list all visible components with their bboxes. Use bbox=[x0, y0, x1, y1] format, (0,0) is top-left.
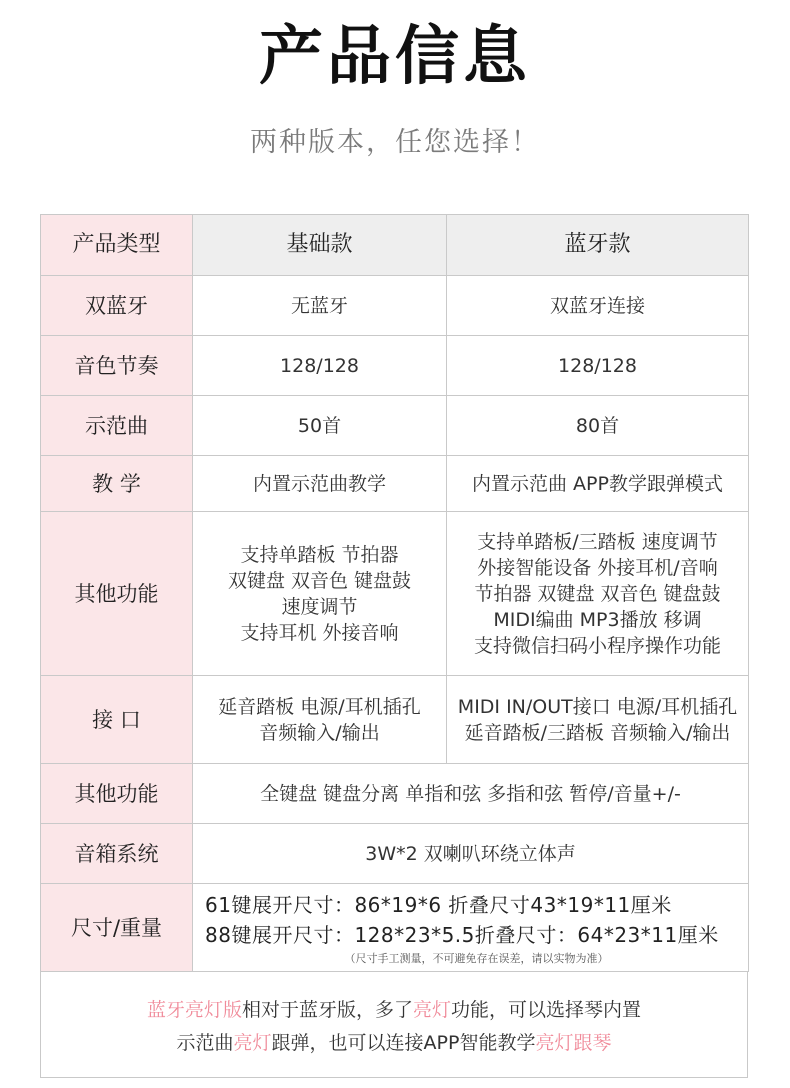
table-row-merged bbox=[41, 764, 749, 824]
cell-line: 支持耳机 外接音响 bbox=[240, 621, 399, 644]
page-subtitle: 两种版本，任您选择！ bbox=[250, 127, 540, 158]
note-highlight: 亮灯跟琴 bbox=[535, 1032, 612, 1054]
header-bluetooth: 蓝牙款 bbox=[447, 215, 749, 276]
table-row bbox=[41, 456, 749, 512]
cell-basic bbox=[193, 512, 447, 676]
table-header-row bbox=[41, 215, 749, 276]
note-highlight: 蓝牙亮灯版 bbox=[146, 999, 242, 1021]
cell-line: 80首 bbox=[575, 414, 620, 437]
cell-line: 支持单踏板 节拍器 bbox=[240, 543, 399, 566]
cell-basic bbox=[193, 396, 447, 456]
size-88-keys: 88键展开尺寸：128*23*5.5折叠尺寸：64*23*11厘米 bbox=[205, 922, 719, 947]
row-label: 示范曲 bbox=[41, 396, 193, 456]
row-label: 接 口 bbox=[41, 676, 193, 764]
merged-value: 3W*2 双喇叭环绕立体声 bbox=[193, 824, 749, 884]
cell-line: 双键盘 双音色 键盘鼓 bbox=[227, 569, 412, 592]
cell-bluetooth bbox=[447, 336, 749, 396]
cell-line: 内置示范曲教学 bbox=[252, 472, 386, 495]
row-label: 音色节奏 bbox=[41, 336, 193, 396]
cell-bluetooth bbox=[447, 512, 749, 676]
header-label: 产品类型 bbox=[41, 215, 193, 276]
row-label: 音箱系统 bbox=[41, 824, 193, 884]
cell-line: 无蓝牙 bbox=[290, 294, 348, 317]
note-text: 跟弹，也可以连接APP智能教学 bbox=[271, 1032, 536, 1054]
note-text: 相对于蓝牙版，多了 bbox=[241, 999, 413, 1021]
cell-basic bbox=[193, 676, 447, 764]
cell-line: 支持微信扫码小程序操作功能 bbox=[473, 634, 721, 657]
cell-line: 节拍器 双键盘 双音色 键盘鼓 bbox=[474, 582, 721, 605]
spec-table bbox=[40, 214, 749, 972]
merged-value: 全键盘 键盘分离 单指和弦 多指和弦 暂停/音量+/- bbox=[193, 764, 749, 824]
cell-line: 延音踏板 电源/耳机插孔 bbox=[218, 695, 421, 718]
cell-line: 音频输入/输出 bbox=[259, 721, 380, 744]
row-label: 其他功能 bbox=[41, 764, 193, 824]
cell-bluetooth bbox=[447, 456, 749, 512]
row-label: 其他功能 bbox=[41, 512, 193, 676]
cell-bluetooth bbox=[447, 396, 749, 456]
size-value bbox=[193, 884, 749, 972]
size-disclaimer: （尺寸手工测量，不可避免存在误差，请以实物为准） bbox=[344, 951, 609, 965]
cell-line: 速度调节 bbox=[281, 595, 358, 618]
table-row bbox=[41, 336, 749, 396]
header-basic: 基础款 bbox=[193, 215, 447, 276]
cell-line: MIDI IN/OUT接口 电源/耳机插孔 bbox=[457, 695, 738, 718]
cell-line: 内置示范曲 APP教学跟弹模式 bbox=[472, 472, 723, 495]
row-label: 教 学 bbox=[41, 456, 193, 512]
table-row bbox=[41, 512, 749, 676]
table-row-size bbox=[41, 884, 749, 972]
cell-line: 延音踏板/三踏板 音频输入/输出 bbox=[464, 721, 731, 744]
table-row-merged bbox=[41, 824, 749, 884]
cell-bluetooth bbox=[447, 676, 749, 764]
cell-basic bbox=[193, 336, 447, 396]
cell-basic bbox=[193, 276, 447, 336]
cell-line: 支持单踏板/三踏板 速度调节 bbox=[477, 530, 718, 553]
note-text: 示范曲 bbox=[176, 1032, 234, 1054]
table-row bbox=[41, 676, 749, 764]
row-label: 双蓝牙 bbox=[41, 276, 193, 336]
cell-line: 128/128 bbox=[280, 354, 359, 377]
cell-line: 外接智能设备 外接耳机/音响 bbox=[477, 556, 718, 579]
lighting-version-note bbox=[40, 972, 748, 1078]
cell-line: 双蓝牙连接 bbox=[549, 294, 645, 317]
size-61-keys: 61键展开尺寸：86*19*6 折叠尺寸43*19*11厘米 bbox=[205, 892, 672, 917]
page-title: 产品信息 bbox=[259, 20, 531, 94]
cell-line: MIDI编曲 MP3播放 移调 bbox=[493, 608, 702, 631]
cell-line: 128/128 bbox=[558, 354, 637, 377]
table-row bbox=[41, 276, 749, 336]
cell-line: 50首 bbox=[297, 414, 342, 437]
row-label: 尺寸/重量 bbox=[41, 884, 193, 972]
cell-basic bbox=[193, 456, 447, 512]
note-text: 功能，可以选择琴内置 bbox=[451, 999, 642, 1021]
note-highlight: 亮灯 bbox=[233, 1032, 272, 1054]
table-row bbox=[41, 396, 749, 456]
note-highlight: 亮灯 bbox=[413, 999, 452, 1021]
cell-bluetooth bbox=[447, 276, 749, 336]
